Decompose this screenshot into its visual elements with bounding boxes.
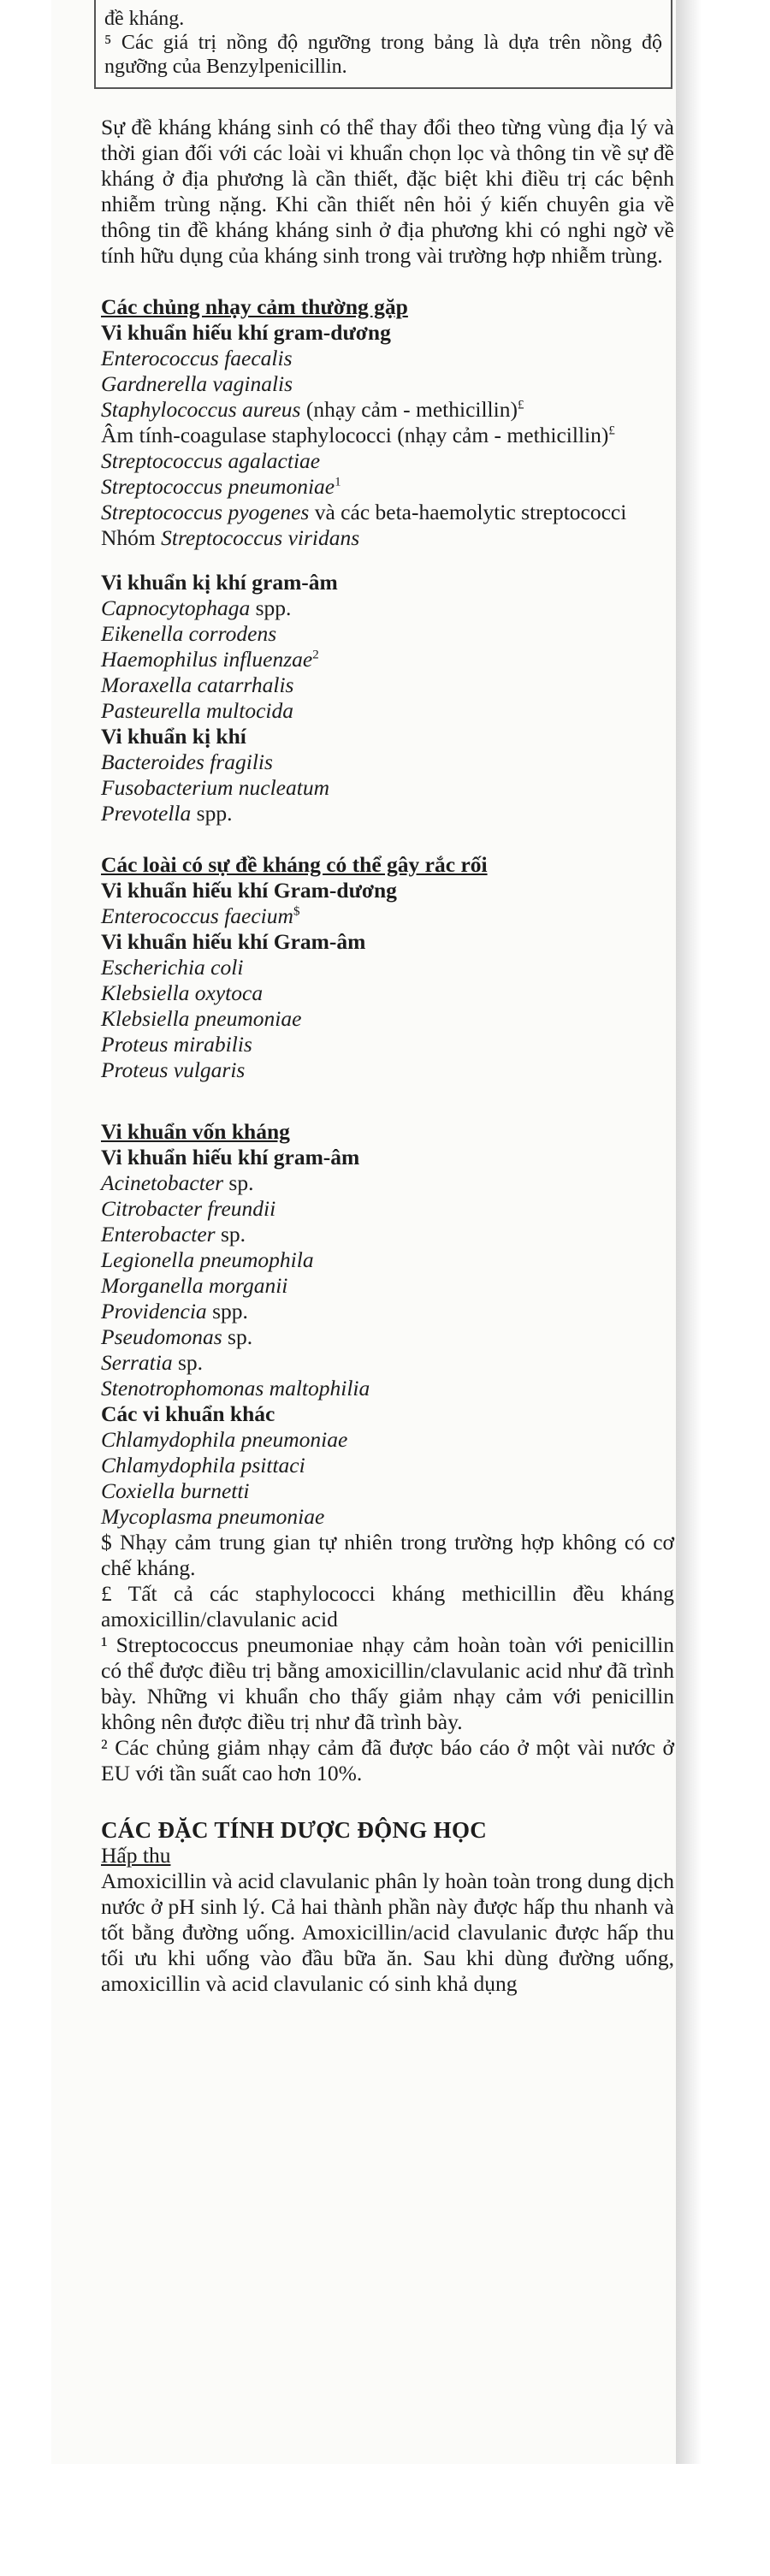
organism-list-item [101, 775, 674, 801]
organism-list-item [101, 1478, 674, 1504]
organism-list-item [101, 595, 674, 621]
footnote-marker: £ [608, 423, 615, 438]
organism-list-item [101, 621, 674, 647]
page-edge-shadow [676, 0, 702, 2464]
organism-list-item [101, 1196, 674, 1222]
heading-absorption: Hấp thu [101, 1843, 171, 1868]
footnote-dollar: $ Nhạy cảm trung gian tự nhiên trong trường hợp không có cơ chế kháng. [101, 1530, 674, 1580]
footnote-marker: $ [293, 904, 300, 919]
organism-name: Providencia [101, 1299, 207, 1324]
organism-name: Enterococcus faecium [101, 903, 293, 928]
heading-resistance-problem: Các loài có sự đề kháng có thể gây rắc rối [101, 852, 488, 877]
organism-list-item [101, 672, 674, 698]
footnote-box-line-1: đề kháng. [104, 8, 185, 30]
organism-name: Streptococcus agalactiae [101, 448, 321, 473]
organism-name: Enterobacter [101, 1222, 216, 1247]
organism-name: Streptococcus pneumoniae [101, 474, 335, 499]
organism-prefix: Nhóm [101, 525, 162, 550]
organism-list-item [101, 647, 674, 672]
organism-name: Legionella pneumophila [101, 1247, 314, 1272]
organism-name: Pasteurella multocida [101, 698, 293, 723]
organism-qualifier: (nhạy cảm - methicillin) [300, 397, 518, 422]
heading-pharmacokinetics: CÁC ĐẶC TÍNH DƯỢC ĐỘNG HỌC [101, 1817, 488, 1843]
list-gram-neg-anaerobic [101, 595, 674, 724]
intro-paragraph: Sự đề kháng kháng sinh có thể thay đổi theo từng vùng địa lý và thời gian đối với các loài vi khuẩn chọn lọc và thông tin về sự đề kháng ở địa phương là cần thiết, đặc biệt khi điều trị các bệnh nhiễm trùng nặng. Khi cần thiết nên hỏi ý kiến chuyên gia về thông tin đề kháng kháng sinh ở địa phương khi có nghi ngờ về tính hữu dụng của kháng sinh trong vài trường hợp nhiễm trùng. [101, 115, 674, 268]
organism-name: Chlamydophila pneumoniae [101, 1427, 348, 1452]
list-gram-pos-aerobic [101, 346, 674, 551]
organism-list-item [101, 423, 674, 448]
organism-list-item [101, 397, 674, 423]
list-other-bacteria [101, 1427, 674, 1530]
organism-list-item [101, 698, 674, 724]
organism-name: Capnocytophaga [101, 595, 251, 620]
organism-list-item [101, 1006, 674, 1032]
organism-list-item [101, 1222, 674, 1247]
heading-inherently-resistant: Vi khuẩn vốn kháng [101, 1119, 290, 1144]
organism-list-item [101, 749, 674, 775]
footnote-2: ² Các chủng giảm nhạy cảm đã được báo cáo ở một vài nước ở EU với tần suất cao hơn 10%. [101, 1735, 674, 1785]
organism-list-item [101, 1032, 674, 1057]
organism-list-item [101, 1247, 674, 1273]
organism-qualifier: sp. [215, 1222, 246, 1247]
organism-qualifier: sp. [222, 1324, 253, 1349]
organism-list-item [101, 346, 674, 371]
organism-list-item [101, 525, 674, 551]
organism-qualifier: và các beta-haemolytic streptococci [309, 500, 627, 524]
organism-name: Pseudomonas [101, 1324, 222, 1349]
organism-name: Morganella morganii [101, 1273, 288, 1298]
footnote-box [94, 0, 672, 89]
organism-list-item [101, 903, 674, 929]
organism-name: Escherichia coli [101, 955, 244, 980]
organism-name: Acinetobacter [101, 1170, 224, 1195]
organism-name: Haemophilus influenzae [101, 647, 313, 672]
organism-name: Staphylococcus aureus [101, 397, 301, 422]
organism-qualifier: sp. [172, 1350, 204, 1375]
heading-gram-pos-aerobic: Vi khuẩn hiếu khí gram-dương [101, 320, 391, 345]
organism-qualifier: sp. [223, 1170, 254, 1195]
organism-list-item [101, 500, 674, 525]
organism-list-item [101, 1324, 674, 1350]
organism-qualifier: spp. [206, 1299, 248, 1324]
heading-gram-neg-anaerobic: Vi khuẩn kị khí gram-âm [101, 570, 338, 595]
organism-list-item [101, 1453, 674, 1478]
organism-name: Proteus mirabilis [101, 1032, 252, 1057]
organism-name: Mycoplasma pneumoniae [101, 1504, 325, 1529]
organism-name: Proteus vulgaris [101, 1057, 246, 1082]
organism-list-item [101, 474, 674, 500]
organism-qualifier: spp. [191, 801, 233, 826]
organism-list-item [101, 1170, 674, 1196]
footnote-1: ¹ Streptococcus pneumoniae nhạy cảm hoàn toàn với penicillin có thể được điều trị bằng amoxicillin/clavulanic acid như đã trình bày. Những vi khuẩn cho thấy giảm nhạy cảm với penicillin không nên được điều trị như đã trình bày. [101, 1632, 674, 1734]
footnote-marker: 2 [312, 648, 319, 662]
footnote-marker: £ [517, 398, 524, 412]
organism-list-item [101, 801, 674, 826]
organism-name: Stenotrophomonas maltophilia [101, 1376, 370, 1401]
organism-qualifier: Âm tính-coagulase staphylococci (nhạy cảm - methicillin) [101, 423, 609, 447]
heading-gram-pos-aerobic-2: Vi khuẩn hiếu khí Gram-dương [101, 878, 397, 903]
footnote-pound: £ Tất cả các staphylococci kháng methicillin đều kháng amoxicillin/clavulanic acid [101, 1581, 674, 1631]
organism-list-item [101, 1273, 674, 1299]
list-gram-neg-aerobic [101, 955, 674, 1083]
organism-name: Citrobacter freundii [101, 1196, 276, 1221]
heading-gram-neg-aerobic: Vi khuẩn hiếu khí Gram-âm [101, 929, 366, 954]
organism-list-item [101, 1350, 674, 1376]
organism-name: Streptococcus pyogenes [101, 500, 310, 524]
organism-list-item [101, 1504, 674, 1530]
organism-list-item [101, 1057, 674, 1083]
heading-other-bacteria: Các vi khuẩn khác [101, 1401, 275, 1426]
organism-name: Streptococcus viridans [161, 525, 360, 550]
organism-name: Serratia [101, 1350, 173, 1375]
heading-anaerobic: Vi khuẩn kị khí [101, 724, 246, 749]
heading-susceptible-strains: Các chủng nhạy cảm thường gặp [101, 294, 408, 319]
organism-name: Prevotella [101, 801, 192, 826]
footnote-box-line-2: ⁵ Các giá trị nồng độ ngưỡng trong bảng là dựa trên nồng độ ngưỡng của Benzylpenicillin. [104, 32, 662, 78]
organism-list-item [101, 955, 674, 980]
organism-name: Klebsiella pneumoniae [101, 1006, 302, 1031]
organism-list-item [101, 980, 674, 1006]
organism-name: Coxiella burnetti [101, 1478, 250, 1503]
absorption-paragraph: Amoxicillin và acid clavulanic phân ly hoàn toàn trong dung dịch nước ở pH sinh lý. Cả hai thành phần này được hấp thu nhanh và tốt bằng đường uống. Amoxicillin/acid clavulanic được hấp thu tối ưu khi uống vào đầu bữa ăn. Sau khi dùng đường uống, amoxicillin và acid clavulanic có sinh khả dụng [101, 1868, 674, 1996]
list-gram-neg-aerobic-3 [101, 1170, 674, 1401]
list-gram-pos-aerobic-2 [101, 903, 674, 929]
organism-name: Moraxella catarrhalis [101, 672, 294, 697]
organism-name: Eikenella corrodens [101, 621, 277, 646]
organism-list-item [101, 1299, 674, 1324]
organism-list-item [101, 448, 674, 474]
organism-qualifier: spp. [250, 595, 292, 620]
footnote-marker: 1 [335, 475, 341, 489]
organism-list-item [101, 1376, 674, 1401]
organism-list-item [101, 371, 674, 397]
organism-name: Chlamydophila psittaci [101, 1453, 305, 1477]
document-content [101, 0, 674, 1997]
organism-name: Gardnerella vaginalis [101, 371, 293, 396]
organism-list-item [101, 1427, 674, 1453]
organism-name: Fusobacterium nucleatum [101, 775, 329, 800]
organism-name: Klebsiella oxytoca [101, 980, 264, 1005]
organism-name: Bacteroides fragilis [101, 749, 273, 774]
list-anaerobic [101, 749, 674, 826]
organism-name: Enterococcus faecalis [101, 346, 293, 370]
heading-gram-neg-aerobic-3: Vi khuẩn hiếu khí gram-âm [101, 1145, 360, 1170]
